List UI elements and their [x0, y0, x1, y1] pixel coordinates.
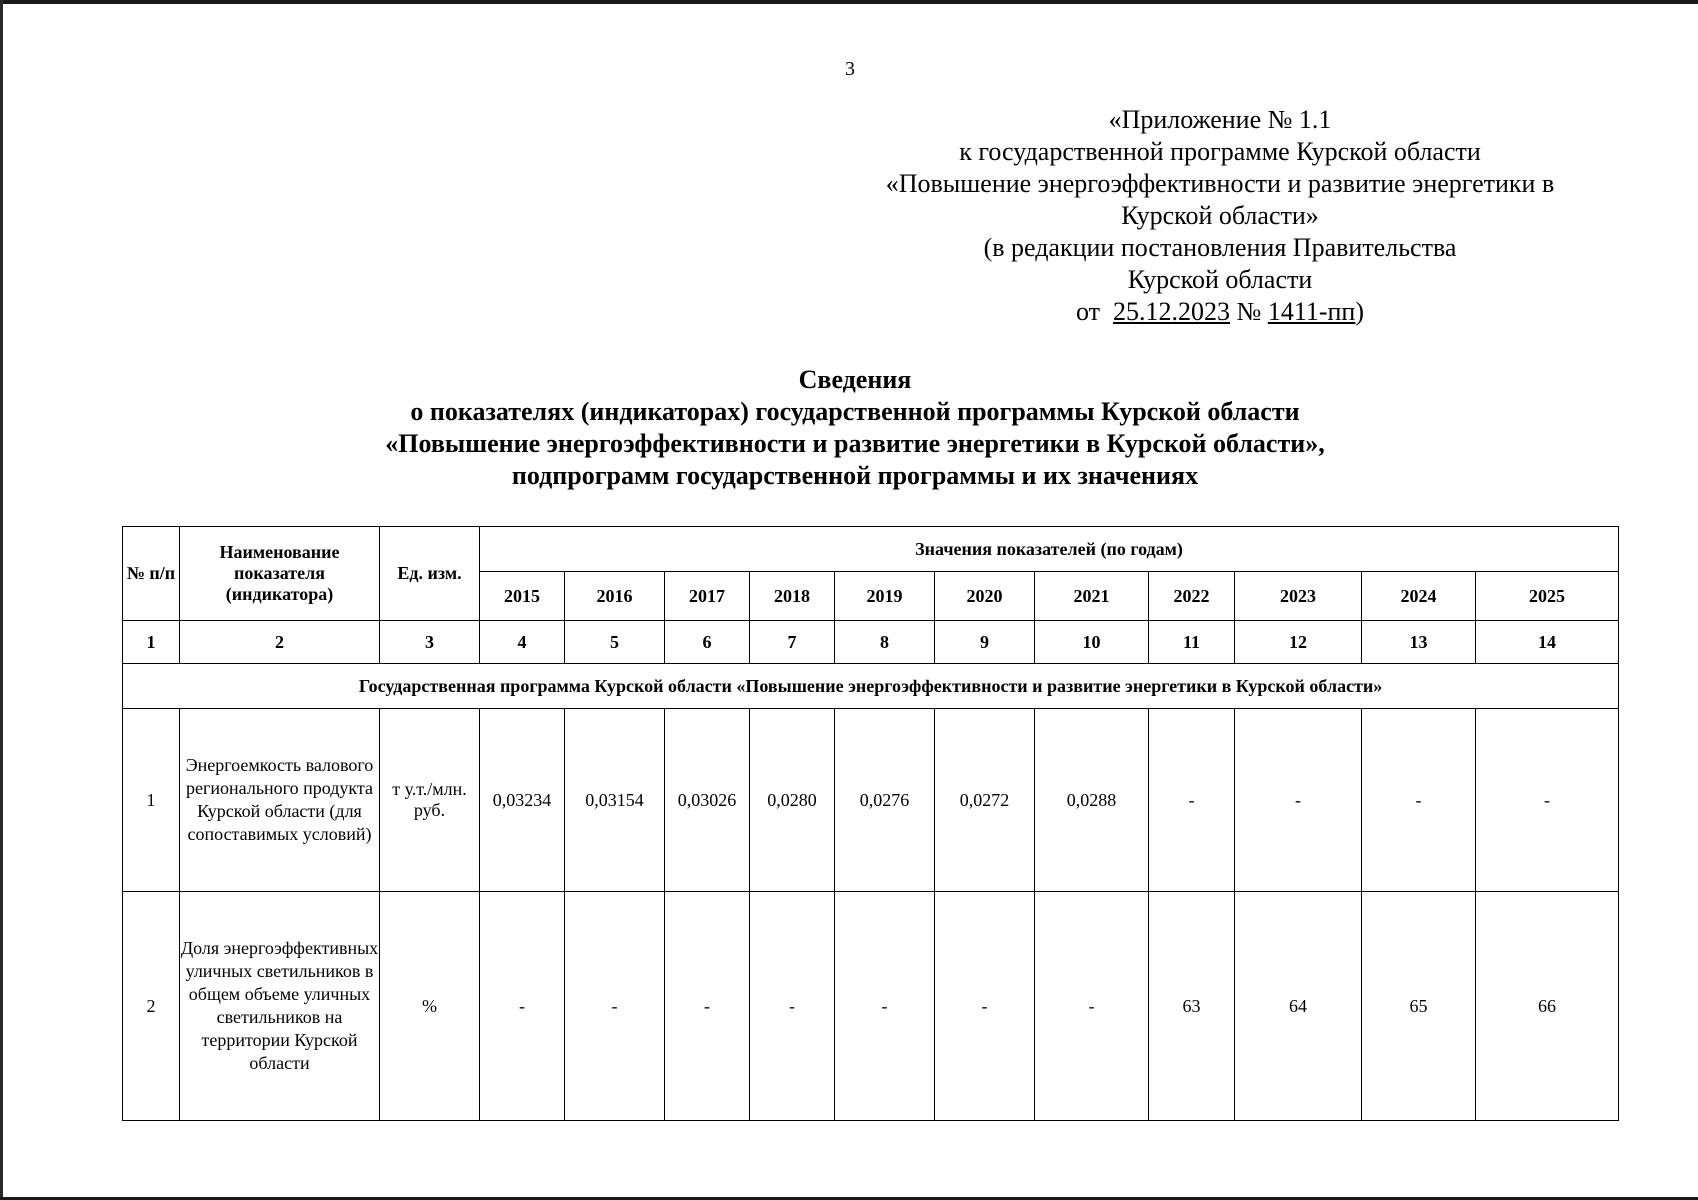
- table-row: [123, 709, 1619, 892]
- indicator-value: -: [565, 892, 665, 1121]
- year-header: 2025: [1476, 572, 1619, 621]
- resolution-number: 1411-пп: [1267, 297, 1356, 326]
- header-name: Наименование показателя (индикатора): [180, 527, 380, 621]
- heading-line-3: «Повышение энергоэффективности и развитие энергетики в Курской области»,: [385, 429, 1325, 458]
- indicator-name: Доля энергоэффективных уличных светильников в общем объеме уличных светильников на территории Курской области: [180, 892, 380, 1121]
- appendix-line-5: (в редакции постановления Правительства: [983, 233, 1457, 262]
- column-number: 10: [1035, 621, 1149, 664]
- year-header: 2016: [565, 572, 665, 621]
- indicator-value: -: [750, 892, 835, 1121]
- program-title-row: Государственная программа Курской области «Повышение энергоэффективности и развитие энергетики в Курской области»: [123, 664, 1619, 709]
- indicator-value: 65: [1362, 892, 1476, 1121]
- indicator-value: 63: [1149, 892, 1235, 1121]
- column-number: 7: [750, 621, 835, 664]
- scan-edge-top: [0, 0, 1698, 4]
- year-header: 2015: [480, 572, 565, 621]
- closing-paren: ): [1355, 297, 1365, 326]
- indicator-value: -: [1235, 709, 1362, 892]
- year-header: 2022: [1149, 572, 1235, 621]
- year-header: 2023: [1235, 572, 1362, 621]
- appendix-line-1: «Приложение № 1.1: [1108, 105, 1332, 134]
- year-header: 2021: [1035, 572, 1149, 621]
- indicator-value: 0,03026: [665, 709, 750, 892]
- indicator-value: -: [1035, 892, 1149, 1121]
- column-number: 11: [1149, 621, 1235, 664]
- appendix-block: [830, 104, 1610, 328]
- document-heading: [250, 364, 1460, 492]
- indicators-table: [122, 526, 1619, 1121]
- page-number: 3: [845, 58, 855, 80]
- column-number: 6: [665, 621, 750, 664]
- header-num: № п/п: [123, 527, 180, 621]
- column-number: 8: [835, 621, 935, 664]
- heading-line-1: Сведения: [798, 365, 912, 394]
- indicator-value: -: [480, 892, 565, 1121]
- column-number: 1: [123, 621, 180, 664]
- year-header: 2024: [1362, 572, 1476, 621]
- column-number: 3: [380, 621, 480, 664]
- indicator-value: -: [935, 892, 1035, 1121]
- indicator-value: 0,03234: [480, 709, 565, 892]
- appendix-line-6: Курской области: [1127, 265, 1313, 294]
- appendix-date-line: [830, 296, 1610, 328]
- column-number: 13: [1362, 621, 1476, 664]
- number-prefix: №: [1236, 297, 1262, 326]
- indicator-value: 0,0272: [935, 709, 1035, 892]
- date-prefix: от: [1075, 297, 1100, 326]
- indicator-value: -: [1149, 709, 1235, 892]
- indicator-value: 0,03154: [565, 709, 665, 892]
- header-unit: Ед. изм.: [380, 527, 480, 621]
- heading-line-4: подпрограмм государственной программы и их значениях: [511, 461, 1199, 490]
- column-number: 4: [480, 621, 565, 664]
- indicator-value: -: [1476, 709, 1619, 892]
- column-number: 5: [565, 621, 665, 664]
- indicator-value: 0,0288: [1035, 709, 1149, 892]
- indicator-value: 0,0280: [750, 709, 835, 892]
- header-values: Значения показателей (по годам): [480, 527, 1619, 572]
- year-header: 2019: [835, 572, 935, 621]
- row-num: 2: [123, 892, 180, 1121]
- column-number: 2: [180, 621, 380, 664]
- indicator-value: -: [835, 892, 935, 1121]
- appendix-line-4: Курской области»: [1121, 201, 1319, 230]
- indicator-name: Энергоемкость валового регионального продукта Курской области (для сопоставимых условий): [180, 709, 380, 892]
- appendix-line-3: «Повышение энергоэффективности и развитие энергетики в: [885, 169, 1555, 198]
- indicator-value: -: [665, 892, 750, 1121]
- indicator-value: 0,0276: [835, 709, 935, 892]
- year-header: 2020: [935, 572, 1035, 621]
- row-num: 1: [123, 709, 180, 892]
- scan-edge-left: [0, 0, 3, 1200]
- resolution-date: 25.12.2023: [1113, 297, 1230, 326]
- appendix-line-2: к государственной программе Курской области: [959, 137, 1481, 166]
- heading-line-2: о показателях (индикаторах) государственной программы Курской области: [410, 397, 1300, 426]
- table-row: [123, 892, 1619, 1121]
- year-header: 2018: [750, 572, 835, 621]
- indicator-unit: т у.т./млн. руб.: [380, 709, 480, 892]
- column-number: 12: [1235, 621, 1362, 664]
- year-header: 2017: [665, 572, 750, 621]
- indicator-unit: %: [380, 892, 480, 1121]
- indicator-value: 66: [1476, 892, 1619, 1121]
- indicator-value: 64: [1235, 892, 1362, 1121]
- indicator-value: -: [1362, 709, 1476, 892]
- column-number: 9: [935, 621, 1035, 664]
- column-number: 14: [1476, 621, 1619, 664]
